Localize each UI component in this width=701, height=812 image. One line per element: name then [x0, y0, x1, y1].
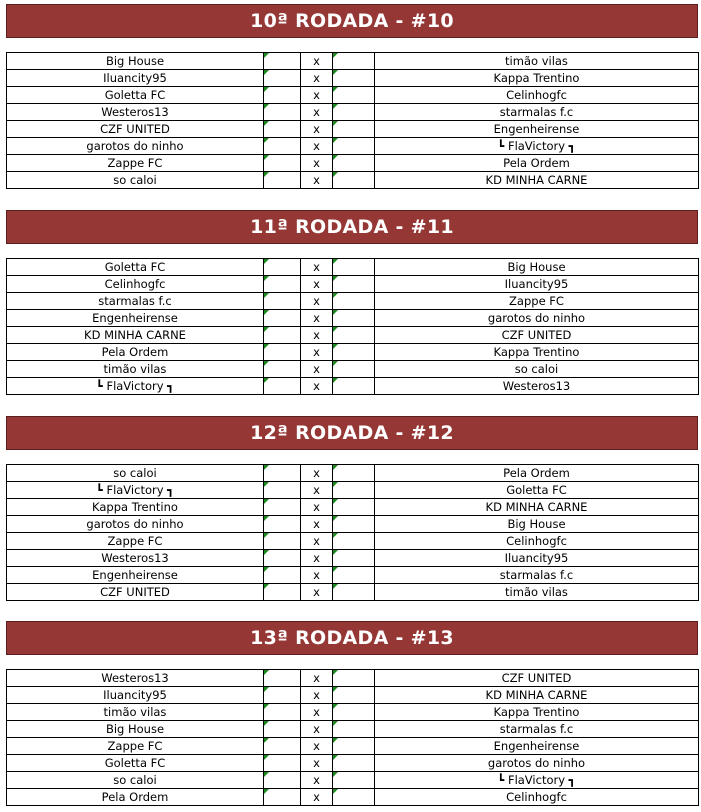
away-score-cell[interactable]: [333, 172, 375, 189]
matches-table: [6, 669, 699, 806]
home-score-cell[interactable]: [264, 499, 301, 516]
away-team: timão vilas: [375, 53, 699, 70]
away-score-cell[interactable]: [333, 138, 375, 155]
home-score-cell[interactable]: [264, 87, 301, 104]
table-row: [7, 344, 699, 361]
home-team: Goletta FC: [7, 755, 264, 772]
home-team: CZF UNITED: [7, 121, 264, 138]
home-score-cell[interactable]: [264, 533, 301, 550]
home-score-cell[interactable]: [264, 772, 301, 789]
away-score-cell[interactable]: [333, 687, 375, 704]
table-row: [7, 172, 699, 189]
away-score-cell[interactable]: [333, 378, 375, 395]
home-score-cell[interactable]: [264, 687, 301, 704]
away-team: Celinhogfc: [375, 87, 699, 104]
table-row: [7, 584, 699, 601]
home-team: Goletta FC: [7, 87, 264, 104]
home-team: garotos do ninho: [7, 138, 264, 155]
away-team: starmalas f.c: [375, 104, 699, 121]
away-score-cell[interactable]: [333, 772, 375, 789]
away-score-cell[interactable]: [333, 70, 375, 87]
versus-label: x: [301, 361, 333, 378]
table-row: [7, 378, 699, 395]
table-row: [7, 772, 699, 789]
away-team: ┗ FlaVictory ┓: [375, 772, 699, 789]
table-row: [7, 670, 699, 687]
away-score-cell[interactable]: [333, 704, 375, 721]
away-score-cell[interactable]: [333, 670, 375, 687]
away-score-cell[interactable]: [333, 550, 375, 567]
home-score-cell[interactable]: [264, 361, 301, 378]
versus-label: x: [301, 378, 333, 395]
home-team: starmalas f.c: [7, 293, 264, 310]
home-team: Pela Ordem: [7, 789, 264, 806]
away-score-cell[interactable]: [333, 104, 375, 121]
away-team: Big House: [375, 259, 699, 276]
versus-label: x: [301, 721, 333, 738]
home-team: Engenheirense: [7, 567, 264, 584]
away-score-cell[interactable]: [333, 499, 375, 516]
away-team: Celinhogfc: [375, 533, 699, 550]
home-team: Iluancity95: [7, 687, 264, 704]
home-score-cell[interactable]: [264, 567, 301, 584]
table-row: [7, 104, 699, 121]
table-row: [7, 327, 699, 344]
away-team: timão vilas: [375, 584, 699, 601]
home-team: Pela Ordem: [7, 344, 264, 361]
away-score-cell[interactable]: [333, 516, 375, 533]
table-row: [7, 138, 699, 155]
home-score-cell[interactable]: [264, 104, 301, 121]
home-score-cell[interactable]: [264, 670, 301, 687]
table-row: [7, 361, 699, 378]
away-team: Iluancity95: [375, 550, 699, 567]
home-score-cell[interactable]: [264, 789, 301, 806]
away-score-cell[interactable]: [333, 121, 375, 138]
home-score-cell[interactable]: [264, 53, 301, 70]
home-team: Zappe FC: [7, 533, 264, 550]
home-team: Kappa Trentino: [7, 499, 264, 516]
table-row: [7, 516, 699, 533]
table-row: [7, 310, 699, 327]
home-team: Iluancity95: [7, 70, 264, 87]
away-team: Zappe FC: [375, 293, 699, 310]
table-row: [7, 70, 699, 87]
away-team: starmalas f.c: [375, 567, 699, 584]
away-team: garotos do ninho: [375, 310, 699, 327]
round-title: 12ª RODADA - #12: [6, 416, 698, 450]
versus-label: x: [301, 70, 333, 87]
versus-label: x: [301, 310, 333, 327]
home-score-cell[interactable]: [264, 172, 301, 189]
versus-label: x: [301, 344, 333, 361]
versus-label: x: [301, 670, 333, 687]
away-team: Celinhogfc: [375, 789, 699, 806]
home-team: Zappe FC: [7, 155, 264, 172]
home-team: ┗ FlaVictory ┓: [7, 378, 264, 395]
table-row: [7, 499, 699, 516]
away-team: KD MINHA CARNE: [375, 172, 699, 189]
home-score-cell[interactable]: [264, 155, 301, 172]
versus-label: x: [301, 138, 333, 155]
versus-label: x: [301, 172, 333, 189]
versus-label: x: [301, 53, 333, 70]
table-row: [7, 87, 699, 104]
home-score-cell[interactable]: [264, 704, 301, 721]
away-score-cell[interactable]: [333, 361, 375, 378]
versus-label: x: [301, 755, 333, 772]
home-score-cell[interactable]: [264, 378, 301, 395]
away-team: Kappa Trentino: [375, 70, 699, 87]
versus-label: x: [301, 738, 333, 755]
home-score-cell[interactable]: [264, 482, 301, 499]
versus-label: x: [301, 155, 333, 172]
away-score-cell[interactable]: [333, 293, 375, 310]
home-team: Big House: [7, 721, 264, 738]
table-row: [7, 482, 699, 499]
table-row: [7, 721, 699, 738]
away-team: KD MINHA CARNE: [375, 687, 699, 704]
away-score-cell[interactable]: [333, 344, 375, 361]
away-score-cell[interactable]: [333, 533, 375, 550]
table-row: [7, 704, 699, 721]
table-row: [7, 755, 699, 772]
home-score-cell[interactable]: [264, 310, 301, 327]
away-team: Engenheirense: [375, 738, 699, 755]
away-team: Kappa Trentino: [375, 704, 699, 721]
away-score-cell[interactable]: [333, 327, 375, 344]
home-score-cell[interactable]: [264, 516, 301, 533]
home-team: ┗ FlaVictory ┓: [7, 482, 264, 499]
home-score-cell[interactable]: [264, 344, 301, 361]
away-score-cell[interactable]: [333, 584, 375, 601]
away-team: so caloi: [375, 361, 699, 378]
away-score-cell[interactable]: [333, 87, 375, 104]
round-title: 10ª RODADA - #10: [6, 4, 698, 38]
away-score-cell[interactable]: [333, 155, 375, 172]
versus-label: x: [301, 789, 333, 806]
away-score-cell[interactable]: [333, 53, 375, 70]
table-row: [7, 259, 699, 276]
table-row: [7, 293, 699, 310]
table-row: [7, 789, 699, 806]
home-team: CZF UNITED: [7, 584, 264, 601]
table-row: [7, 550, 699, 567]
home-team: Big House: [7, 53, 264, 70]
versus-label: x: [301, 687, 333, 704]
home-team: garotos do ninho: [7, 516, 264, 533]
versus-label: x: [301, 482, 333, 499]
home-score-cell[interactable]: [264, 276, 301, 293]
versus-label: x: [301, 293, 333, 310]
table-row: [7, 121, 699, 138]
versus-label: x: [301, 276, 333, 293]
away-score-cell[interactable]: [333, 465, 375, 482]
home-score-cell[interactable]: [264, 70, 301, 87]
table-row: [7, 155, 699, 172]
versus-label: x: [301, 327, 333, 344]
away-score-cell[interactable]: [333, 721, 375, 738]
matches-table: [6, 258, 699, 395]
home-score-cell[interactable]: [264, 293, 301, 310]
versus-label: x: [301, 567, 333, 584]
home-team: Westeros13: [7, 104, 264, 121]
versus-label: x: [301, 465, 333, 482]
home-team: timão vilas: [7, 361, 264, 378]
table-row: [7, 738, 699, 755]
away-team: Kappa Trentino: [375, 344, 699, 361]
away-team: Goletta FC: [375, 482, 699, 499]
matches-table: [6, 464, 699, 601]
home-team: Westeros13: [7, 550, 264, 567]
home-team: Westeros13: [7, 670, 264, 687]
away-team: Pela Ordem: [375, 465, 699, 482]
table-row: [7, 53, 699, 70]
versus-label: x: [301, 121, 333, 138]
home-team: Engenheirense: [7, 310, 264, 327]
away-score-cell[interactable]: [333, 567, 375, 584]
away-team: ┗ FlaVictory ┓: [375, 138, 699, 155]
versus-label: x: [301, 499, 333, 516]
home-score-cell[interactable]: [264, 465, 301, 482]
versus-label: x: [301, 772, 333, 789]
versus-label: x: [301, 87, 333, 104]
away-team: Pela Ordem: [375, 155, 699, 172]
home-score-cell[interactable]: [264, 550, 301, 567]
home-score-cell[interactable]: [264, 755, 301, 772]
home-team: Celinhogfc: [7, 276, 264, 293]
versus-label: x: [301, 550, 333, 567]
home-score-cell[interactable]: [264, 327, 301, 344]
away-score-cell[interactable]: [333, 789, 375, 806]
table-row: [7, 567, 699, 584]
away-team: CZF UNITED: [375, 670, 699, 687]
versus-label: x: [301, 584, 333, 601]
versus-label: x: [301, 104, 333, 121]
away-score-cell[interactable]: [333, 259, 375, 276]
home-team: Zappe FC: [7, 738, 264, 755]
versus-label: x: [301, 704, 333, 721]
home-team: so caloi: [7, 172, 264, 189]
home-score-cell[interactable]: [264, 584, 301, 601]
round-title: 11ª RODADA - #11: [6, 210, 698, 244]
away-score-cell[interactable]: [333, 755, 375, 772]
away-score-cell[interactable]: [333, 738, 375, 755]
matches-table: [6, 52, 699, 189]
home-team: Goletta FC: [7, 259, 264, 276]
away-team: Engenheirense: [375, 121, 699, 138]
home-team: timão vilas: [7, 704, 264, 721]
round-title: 13ª RODADA - #13: [6, 621, 698, 655]
versus-label: x: [301, 259, 333, 276]
away-team: garotos do ninho: [375, 755, 699, 772]
away-score-cell[interactable]: [333, 482, 375, 499]
away-team: KD MINHA CARNE: [375, 499, 699, 516]
table-row: [7, 276, 699, 293]
away-score-cell[interactable]: [333, 276, 375, 293]
home-team: KD MINHA CARNE: [7, 327, 264, 344]
home-team: so caloi: [7, 465, 264, 482]
home-score-cell[interactable]: [264, 121, 301, 138]
versus-label: x: [301, 516, 333, 533]
home-score-cell[interactable]: [264, 259, 301, 276]
versus-label: x: [301, 533, 333, 550]
away-team: CZF UNITED: [375, 327, 699, 344]
away-team: Westeros13: [375, 378, 699, 395]
table-row: [7, 465, 699, 482]
away-team: Big House: [375, 516, 699, 533]
home-score-cell[interactable]: [264, 721, 301, 738]
away-team: starmalas f.c: [375, 721, 699, 738]
table-row: [7, 687, 699, 704]
away-score-cell[interactable]: [333, 310, 375, 327]
away-team: Iluancity95: [375, 276, 699, 293]
home-score-cell[interactable]: [264, 738, 301, 755]
home-score-cell[interactable]: [264, 138, 301, 155]
home-team: so caloi: [7, 772, 264, 789]
table-row: [7, 533, 699, 550]
